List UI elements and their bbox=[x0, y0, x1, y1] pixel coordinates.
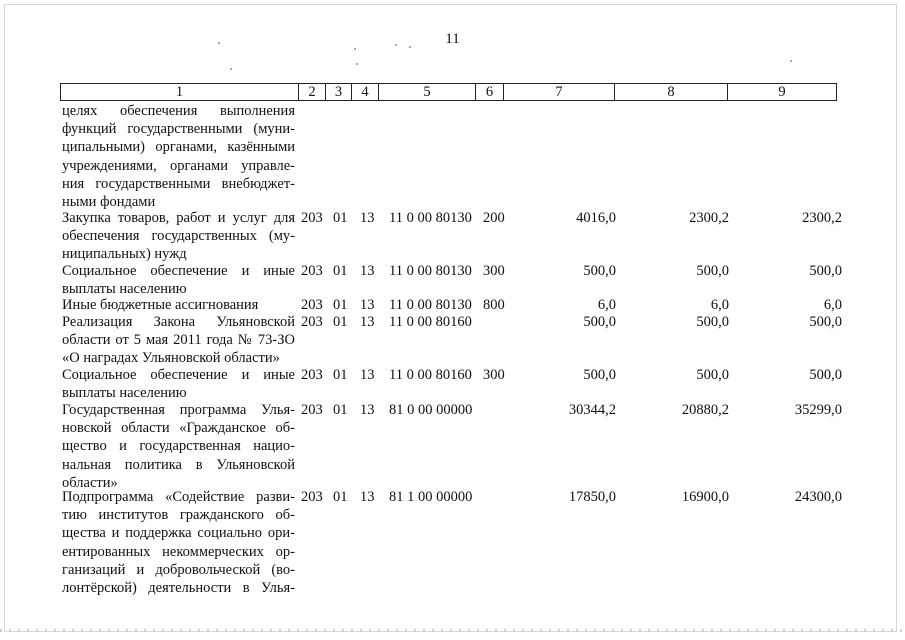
cell-amount-1: 500,0 bbox=[583, 314, 616, 330]
cell-expense-type: 800 bbox=[483, 297, 505, 313]
scan-speck bbox=[218, 42, 220, 44]
row-description: Подпрограмма «Содействие разви- тию институтов гражданского об- щества и поддержка социально ори- ентированных некоммерческих ор- ганизаций и добровольческой (во- лонтёрской) деятельности в Улья- bbox=[62, 489, 295, 597]
cell-section: 01 bbox=[333, 367, 348, 383]
cell-amount-3: 24300,0 bbox=[794, 489, 842, 505]
row-description: Социальное обеспечение и иные выплаты населению bbox=[62, 367, 295, 402]
cell-amount-2: 20880,2 bbox=[681, 402, 729, 418]
cell-amount-2: 500,0 bbox=[696, 314, 729, 330]
cell-section: 01 bbox=[333, 297, 348, 313]
cell-amount-1: 6,0 bbox=[597, 297, 616, 313]
cell-amount-2: 16900,0 bbox=[681, 489, 729, 505]
cell-target-article: 11 0 00 80130 bbox=[389, 263, 472, 279]
cell-amount-1: 500,0 bbox=[583, 263, 616, 279]
cell-amount-3: 35299,0 bbox=[794, 402, 842, 418]
cell-amount-3: 500,0 bbox=[809, 367, 842, 383]
cell-ministry-code: 203 bbox=[301, 297, 323, 313]
cell-expense-type: 300 bbox=[483, 367, 505, 383]
cell-amount-3: 6,0 bbox=[823, 297, 842, 313]
header-col-2: 2 bbox=[299, 84, 326, 101]
header-col-5: 5 bbox=[379, 84, 476, 101]
cell-section: 01 bbox=[333, 402, 348, 418]
cell-subsection: 13 bbox=[360, 210, 375, 226]
cell-ministry-code: 203 bbox=[301, 367, 323, 383]
row-description: Закупка товаров, работ и услуг для обеспечения государственных (му- ниципальных) нужд bbox=[62, 210, 295, 263]
cell-amount-1: 4016,0 bbox=[576, 210, 616, 226]
cell-amount-1: 30344,2 bbox=[568, 402, 616, 418]
cell-amount-1: 500,0 bbox=[583, 367, 616, 383]
cell-amount-2: 500,0 bbox=[696, 263, 729, 279]
cell-target-article: 11 0 00 80130 bbox=[389, 297, 472, 313]
cell-ministry-code: 203 bbox=[301, 210, 323, 226]
cell-amount-3: 2300,2 bbox=[802, 210, 842, 226]
cell-amount-1: 17850,0 bbox=[568, 489, 616, 505]
row-description: Реализация Закона Ульяновской области от 5 мая 2011 года № 73-ЗО «О наградах Ульяновской области» bbox=[62, 314, 295, 367]
header-col-4: 4 bbox=[352, 84, 379, 101]
page-number: 11 bbox=[445, 31, 460, 47]
column-number-header bbox=[60, 83, 837, 101]
cell-target-article: 11 0 00 80160 bbox=[389, 367, 472, 383]
cell-target-article: 81 1 00 00000 bbox=[389, 489, 473, 505]
cell-section: 01 bbox=[333, 489, 348, 505]
cell-section: 01 bbox=[333, 314, 348, 330]
header-col-8: 8 bbox=[615, 84, 728, 101]
cell-subsection: 13 bbox=[360, 297, 375, 313]
cell-expense-type: 300 bbox=[483, 263, 505, 279]
cell-amount-2: 2300,2 bbox=[689, 210, 729, 226]
row-description: Социальное обеспечение и иные выплаты населению bbox=[62, 263, 295, 298]
scan-speck bbox=[356, 63, 358, 65]
cell-target-article: 81 0 00 00000 bbox=[389, 402, 473, 418]
scan-noise bbox=[0, 629, 905, 632]
cell-section: 01 bbox=[333, 263, 348, 279]
cell-expense-type: 200 bbox=[483, 210, 505, 226]
cell-ministry-code: 203 bbox=[301, 263, 323, 279]
scan-speck bbox=[230, 68, 232, 70]
header-col-6: 6 bbox=[476, 84, 504, 101]
cell-section: 01 bbox=[333, 210, 348, 226]
row-description: Государственная программа Улья- новской области «Гражданское об- щество и государственная нацио- нальная политика в Ульяновской области» bbox=[62, 402, 295, 491]
cell-ministry-code: 203 bbox=[301, 314, 323, 330]
cell-target-article: 11 0 00 80130 bbox=[389, 210, 472, 226]
row-description: Иные бюджетные ассигнования bbox=[62, 297, 259, 313]
cell-subsection: 13 bbox=[360, 367, 375, 383]
header-col-7: 7 bbox=[504, 84, 615, 101]
cell-subsection: 13 bbox=[360, 314, 375, 330]
cell-ministry-code: 203 bbox=[301, 402, 323, 418]
cell-target-article: 11 0 00 80160 bbox=[389, 314, 472, 330]
cell-subsection: 13 bbox=[360, 489, 375, 505]
header-col-3: 3 bbox=[326, 84, 352, 101]
header-col-1: 1 bbox=[61, 84, 299, 101]
cell-amount-3: 500,0 bbox=[809, 314, 842, 330]
scan-speck bbox=[409, 46, 411, 48]
scan-speck bbox=[790, 60, 792, 62]
header-col-9: 9 bbox=[728, 84, 837, 101]
cell-amount-2: 500,0 bbox=[696, 367, 729, 383]
cell-amount-2: 6,0 bbox=[710, 297, 729, 313]
scan-speck bbox=[395, 44, 397, 46]
scan-speck bbox=[354, 48, 356, 50]
cell-subsection: 13 bbox=[360, 263, 375, 279]
cell-amount-3: 500,0 bbox=[809, 263, 842, 279]
cell-subsection: 13 bbox=[360, 402, 375, 418]
cell-ministry-code: 203 bbox=[301, 489, 323, 505]
row-description: целях обеспечения выполнения функций государственными (муни- ципальными) органами, казёнными учреждениями, органами управле- ния государственными внебюджет- ными фондами bbox=[62, 103, 295, 211]
